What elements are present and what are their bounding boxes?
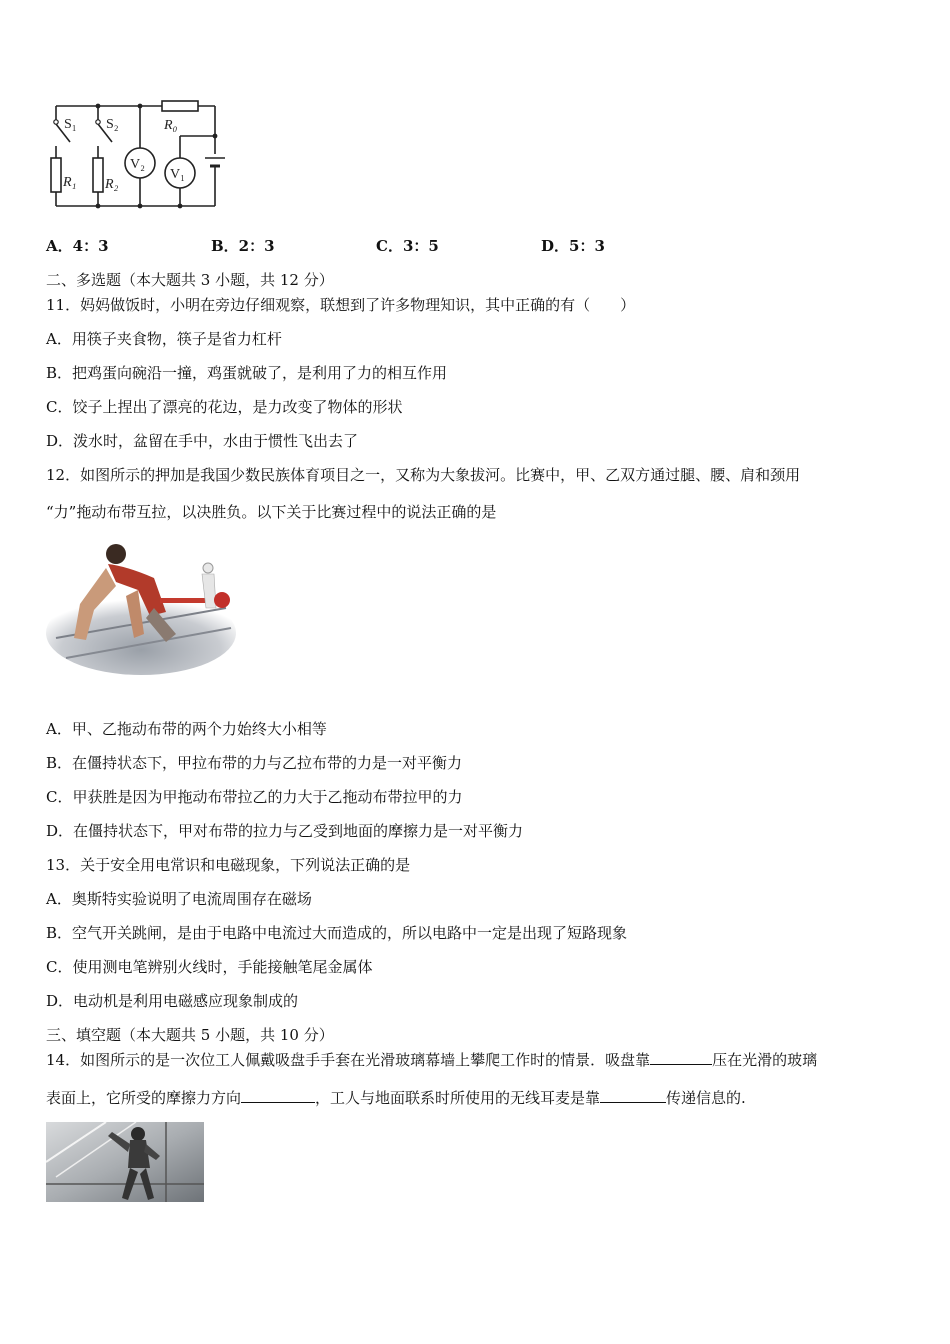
q14-blank-1[interactable] xyxy=(650,1050,712,1065)
section-2-title: 二、多选题（本大题共 3 小题，共 12 分） xyxy=(46,271,334,289)
q14-line1 xyxy=(46,1050,817,1070)
q12-option-c[interactable]: C．甲获胜是因为甲拖动布带拉乙的力大于乙拖动布带拉甲的力 xyxy=(46,788,463,806)
q13-stem: 13．关于安全用电常识和电磁现象，下列说法正确的是 xyxy=(46,856,411,874)
q14-text-2b: ，工人与地面联系时所使用的无线耳麦是靠 xyxy=(315,1089,601,1107)
q12-stem-line1: 12．如图所示的押加是我国少数民族体育项目之一，又称为大象拔河。比赛中，甲、乙双方通过腿、腰、肩和颈用 xyxy=(46,466,801,484)
q12-option-a[interactable]: A．甲、乙拖动布带的两个力始终大小相等 xyxy=(46,720,327,738)
q10-option-b[interactable]: B．2：3 xyxy=(211,237,275,255)
q14-text-2c: 传递信息的. xyxy=(666,1089,746,1107)
q14-line2 xyxy=(46,1088,746,1108)
v1-label: V₁ xyxy=(170,167,185,182)
q11-option-a[interactable]: A．用筷子夹食物，筷子是省力杠杆 xyxy=(46,330,282,348)
s1-label: S₁ xyxy=(64,117,77,132)
q14-text-2a: 表面上，它所受的摩擦力方向 xyxy=(46,1089,242,1107)
q10-option-a[interactable]: A．4：3 xyxy=(46,237,109,255)
q10-option-d[interactable]: D．5：3 xyxy=(541,237,605,255)
q13-option-d[interactable]: D．电动机是利用电磁感应现象制成的 xyxy=(46,992,299,1010)
section-3-title: 三、填空题（本大题共 5 小题，共 10 分） xyxy=(46,1026,334,1044)
r0-label: R₀ xyxy=(164,118,178,133)
q10-option-c[interactable]: C．3：5 xyxy=(376,237,439,255)
q12-option-d[interactable]: D．在僵持状态下，甲对布带的拉力与乙受到地面的摩擦力是一对平衡力 xyxy=(46,822,524,840)
glass-wall-climber-photo xyxy=(46,1122,204,1202)
q11-option-c[interactable]: C．饺子上捏出了漂亮的花边，是力改变了物体的形状 xyxy=(46,398,403,416)
q11-stem: 11．妈妈做饭时，小明在旁边仔细观察，联想到了许多物理知识，其中正确的有（ ） xyxy=(46,296,636,314)
tug-of-war-photo xyxy=(46,538,236,676)
q12-stem-line2: “力”拖动布带互拉，以决胜负。以下关于比赛过程中的说法正确的是 xyxy=(46,503,497,521)
circuit-diagram xyxy=(44,96,228,214)
r2-label: R₂ xyxy=(105,177,119,192)
q13-option-b[interactable]: B．空气开关跳闸，是由于电路中电流过大而造成的，所以电路中一定是出现了短路现象 xyxy=(46,924,628,942)
q14-blank-2[interactable] xyxy=(241,1088,315,1103)
q12-option-b[interactable]: B．在僵持状态下，甲拉布带的力与乙拉布带的力是一对平衡力 xyxy=(46,754,463,772)
r1-label: R₁ xyxy=(63,175,77,190)
q14-text-1b: 压在光滑的玻璃 xyxy=(712,1051,818,1069)
q13-option-a[interactable]: A．奥斯特实验说明了电流周围存在磁场 xyxy=(46,890,312,908)
q13-option-c[interactable]: C．使用测电笔辨别火线时，手能接触笔尾金属体 xyxy=(46,958,373,976)
q14-text-1a: 14．如图所示的是一次位工人佩戴吸盘手手套在光滑玻璃幕墙上攀爬工作时的情景．吸盘靠 xyxy=(46,1051,651,1069)
q11-option-b[interactable]: B．把鸡蛋向碗沿一撞，鸡蛋就破了，是利用了力的相互作用 xyxy=(46,364,448,382)
q11-option-d[interactable]: D．泼水时，盆留在手中，水由于惯性飞出去了 xyxy=(46,432,359,450)
q14-blank-3[interactable] xyxy=(600,1088,666,1103)
v2-label: V₂ xyxy=(130,157,145,172)
s2-label: S₂ xyxy=(106,117,119,132)
